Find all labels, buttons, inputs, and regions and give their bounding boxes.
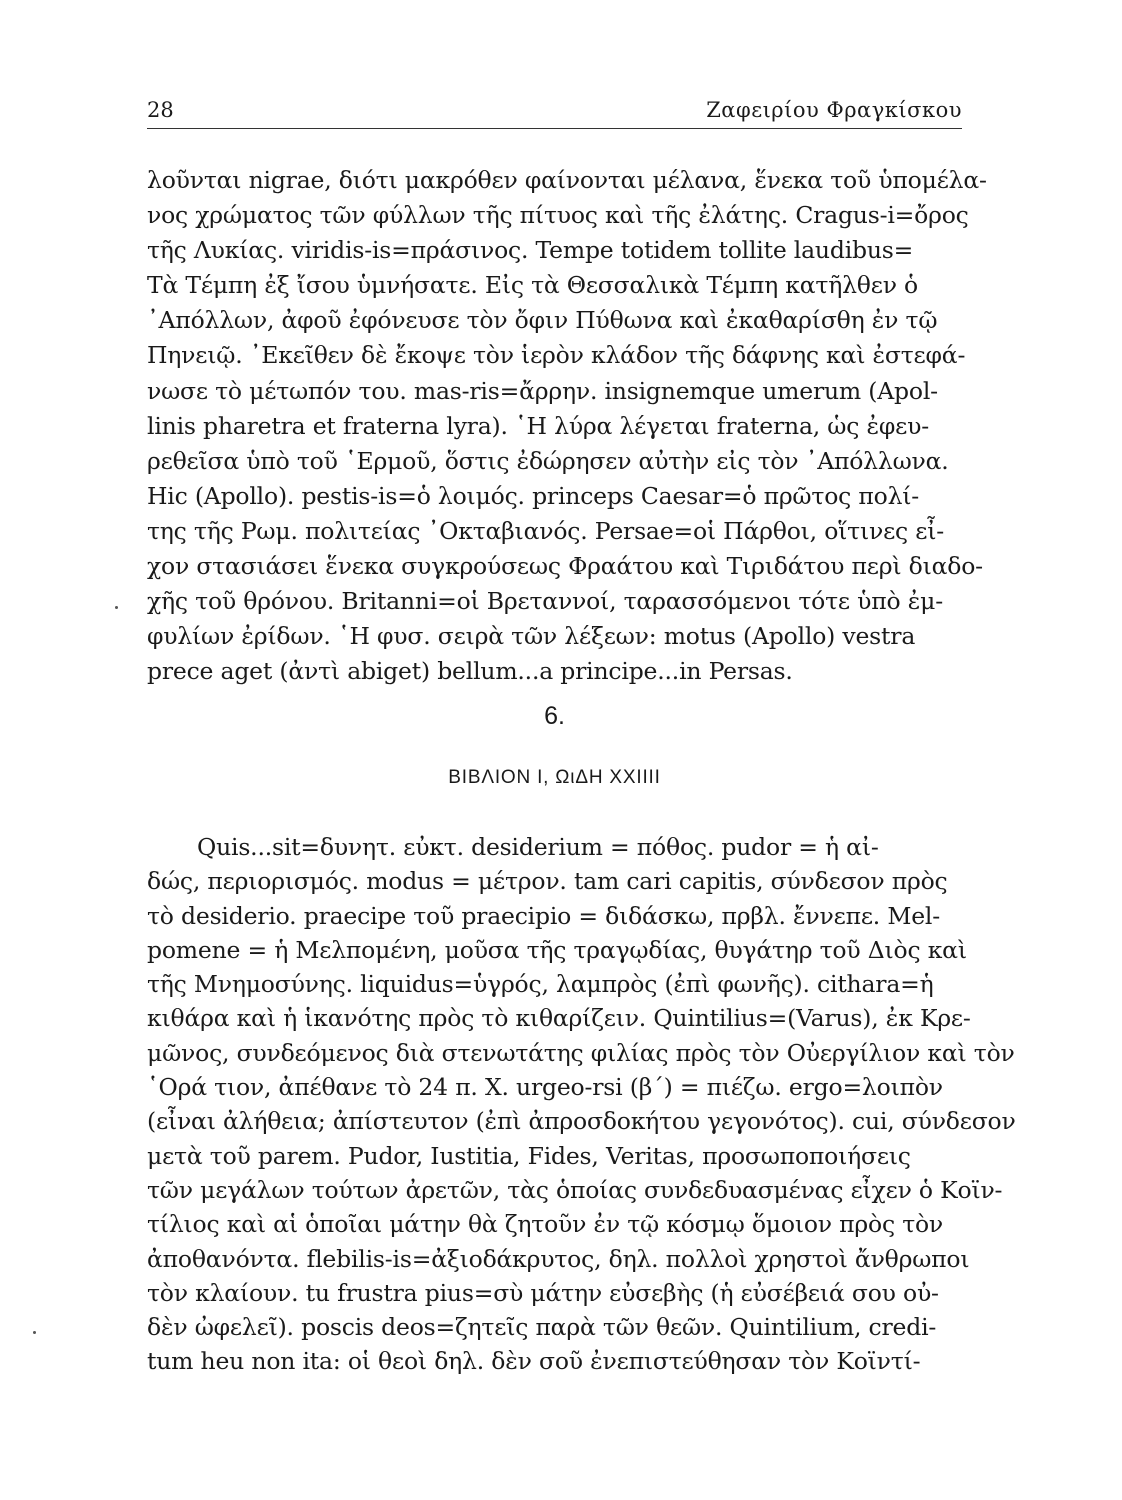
text-line: Πηνειῷ. ᾿Εκεῖθεν δὲ ἔκοψε τὸν ἱερὸν κλάδον τῆς δάφνης καὶ ἐστεφά- [147, 341, 966, 370]
text-line: linis pharetra et fraterna lyra). ῾Η λύρα λέγεται fraterna, ὡς ἐφευ- [147, 411, 929, 440]
section-title: ΒΙΒΛΙΟΝ Ι, ΩιΔΗ XXIIII [448, 767, 661, 788]
text-line: νωσε τὸ μέτωπόν του. mas-ris=ἄρρην. insignemque umerum (Apol- [147, 376, 938, 405]
commentary-block-1 [147, 163, 987, 689]
text-line: τῶν μεγάλων τούτων ἀρετῶν, τὰς ὁποίας συνδεδυασμένας εἶχεν ὁ Κοϊν- [147, 1175, 1003, 1204]
text-line: τῆς Λυκίας. viridis-is=πράσινος. Tempe totidem tollite laudibus= [147, 236, 914, 265]
text-line: χῆς τοῦ θρόνου. Britanni=οἱ Βρεταννοί, ταρασσόμενοι τότε ὑπὸ ἐμ- [147, 587, 943, 616]
text-line: νος χρώματος τῶν φύλλων τῆς πίτυος καὶ τῆς ἐλάτης. Cragus-i=ὄρος [147, 201, 969, 230]
text-line: φυλίων ἐρίδων. ῾Η φυσ. σειρὰ τῶν λέξεων: motus (Apollo) vestra [147, 622, 916, 651]
scan-speck [115, 606, 118, 609]
text-line: λοῦνται nigrae, διότι μακρόθεν φαίνονται μέλανα, ἕνεκα τοῦ ὑπομέλα- [147, 166, 987, 194]
text-line: τὸ desiderio. praecipe τοῦ praecipio = διδάσκω, πρβλ. ἔννεπε. Mel- [147, 901, 940, 930]
text-line: δώς, περιορισμός. modus = μέτρον. tam cari capitis, σύνδεσον πρὸς [147, 867, 948, 896]
running-head: Ζαφειρίου Φραγκίσκου [706, 98, 962, 122]
text-line: μετὰ τοῦ parem. Pudor, Iustitia, Fides, Veritas, προσωποποιήσεις [147, 1141, 911, 1170]
text-line: ᾿Απόλλων, ἀφοῦ ἐφόνευσε τὸν ὄφιν Πύθωνα καὶ ἐκαθαρίσθη ἐν τῷ [147, 306, 938, 335]
text-line: ῾Ορά τιον, ἀπέθανε τὸ 24 π. Χ. urgeo-rsi (β΄) = πιέζω. ergo=λοιπὸν [147, 1073, 943, 1102]
text-line: δὲν ὠφελεῖ). poscis deos=ζητεῖς παρὰ τῶν θεῶν. Quintilium, credi- [147, 1313, 937, 1342]
text-line: μῶνος, συνδεόμενος διὰ στενωτάτης φιλίας πρὸς τὸν Οὐεργίλιον καὶ τὸν [147, 1038, 1015, 1067]
commentary-block-2 [147, 830, 1016, 1379]
page-number: 28 [147, 98, 174, 122]
text-line: της τῆς Ρωμ. πολιτείας ᾿Οκταβιανός. Persae=οἱ Πάρθοι, οἵτινες εἶ- [147, 516, 945, 545]
scan-speck [33, 1331, 36, 1334]
text-line: pomene = ἡ Μελπομένη, μοῦσα τῆς τραγῳδίας, θυγάτηρ τοῦ Διὸς καὶ [147, 935, 967, 964]
text-line: (εἶναι ἀλήθεια; ἀπίστευτον (ἐπὶ ἀπροσδοκήτου γεγονότος). cui, σύνδεσον [147, 1107, 1016, 1136]
text-line: ἀποθανόντα. flebilis-is=ἀξιοδάκρυτος, δηλ. πολλοὶ χρηστοὶ ἄνθρωποι [147, 1244, 970, 1273]
text-line: τῆς Μνημοσύνης. liquidus=ὑγρός, λαμπρὸς (ἐπὶ φωνῆς). cithara=ἡ [147, 970, 934, 999]
text-line: tum heu non ita: οἱ θεοὶ δηλ. δὲν σοῦ ἐνεπιστεύθησαν τὸν Κοϊντί- [147, 1347, 921, 1376]
text-line: τίλιος καὶ αἱ ὁποῖαι μάτην θὰ ζητοῦν ἐν τῷ κόσμῳ ὅμοιον πρὸς τὸν [147, 1210, 944, 1239]
page-header [147, 94, 962, 129]
text-line: χον στασιάσει ἕνεκα συγκρούσεως Φραάτου καὶ Τιριδάτου περὶ διαδο- [147, 552, 983, 581]
text-line: Hic (Apollo). pestis-is=ὁ λοιμός. princeps Caesar=ὁ πρῶτος πολί- [147, 481, 920, 510]
text-line: Τὰ Τέμπη ἐξ ἴσου ὑμνήσατε. Εἰς τὰ Θεσσαλικὰ Τέμπη κατῆλθεν ὁ [147, 271, 919, 300]
text-line: ρεθεῖσα ὑπὸ τοῦ ῾Ερμοῦ, ὅστις ἐδώρησεν αὐτὴν εἰς τὸν ᾿Απόλλωνα. [147, 446, 949, 475]
text-line: Quis...sit=δυνητ. εὐκτ. desiderium = πόθος. pudor = ἡ αἰ- [197, 833, 879, 861]
text-line: τὸν κλαίουν. tu frustra pius=σὺ μάτην εὐσεβὴς (ἡ εὐσέβειά σου οὐ- [147, 1278, 939, 1307]
text-line: prece aget (ἀντὶ abiget) bellum...a principe...in Persas. [147, 657, 793, 686]
text-line: κιθάρα καὶ ἡ ἱκανότης πρὸς τὸ κιθαρίζειν. Quintilius=(Varus), ἐκ Κρε- [147, 1004, 971, 1033]
section-number: 6. [544, 702, 565, 730]
